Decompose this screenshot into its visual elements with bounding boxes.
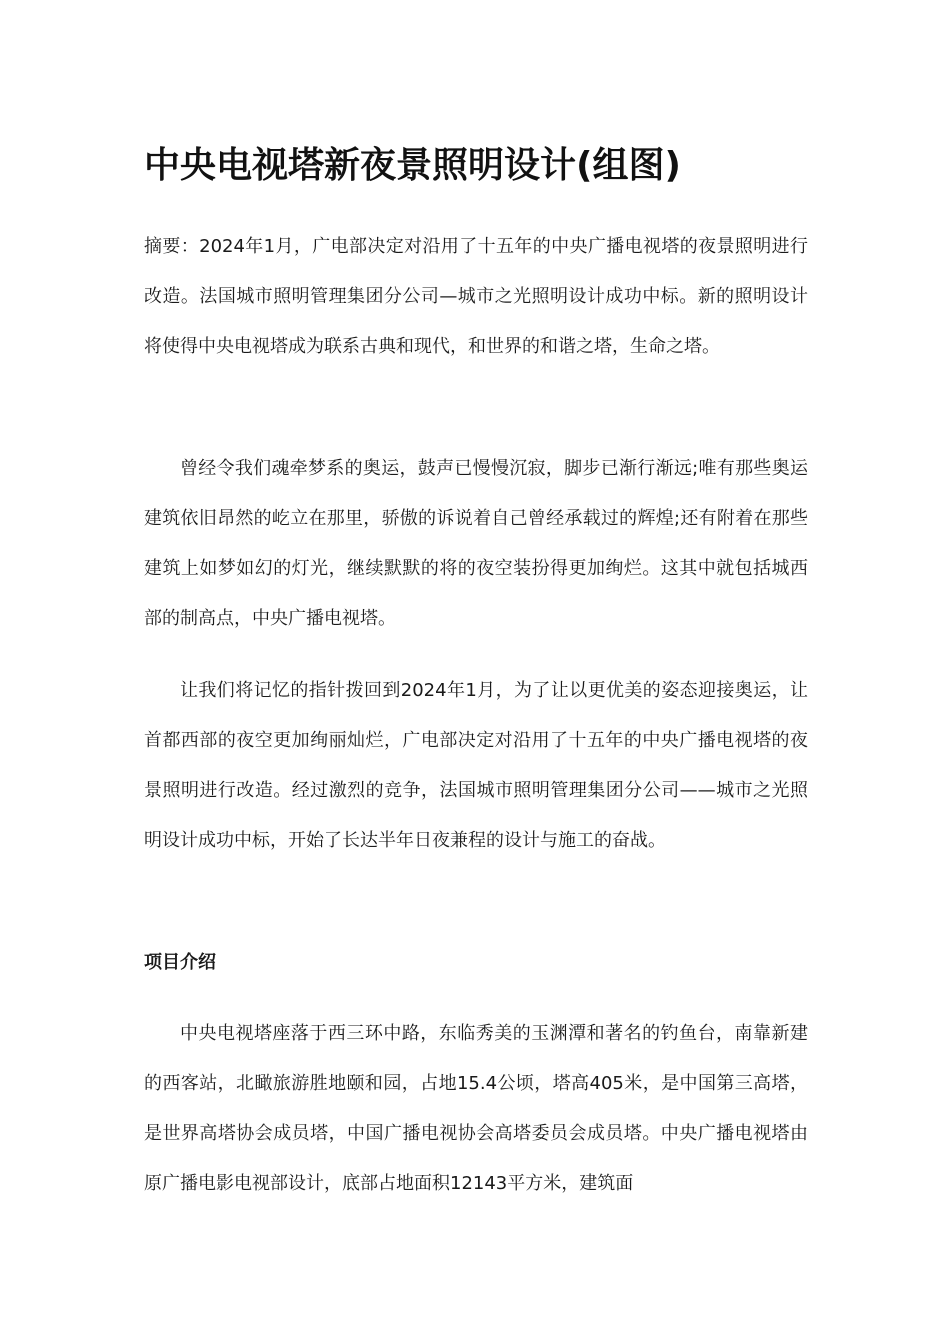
project-intro-paragraph: 中央电视塔座落于西三环中路，东临秀美的玉渊潭和著名的钓鱼台，南靠新建的西客站，北瞰旅游胜地颐和园，占地15.4公顷，塔高405米，是中国第三高塔，是世界高塔协会成员塔，中国广播电视协会高塔委员会成员塔。中央广播电视塔由原广播电影电视部设计，底部占地面积12143平方米，建筑面 xyxy=(144,1023,808,1194)
document-title: 中央电视塔新夜景照明设计(组图) xyxy=(144,145,681,186)
body-paragraph-2: 让我们将记忆的指针拨回到2024年1月，为了让以更优美的姿态迎接奥运，让首都西部的夜空更加绚丽灿烂，广电部决定对沿用了十五年的中央广播电视塔的夜景照明进行改造。经过激烈的竞争，法国城市照明管理集团分公司——城市之光照明设计成功中标，开始了长达半年日夜兼程的设计与施工的奋战。 xyxy=(144,680,808,851)
abstract-paragraph: 摘要：2024年1月，广电部决定对沿用了十五年的中央广播电视塔的夜景照明进行改造。法国城市照明管理集团分公司—城市之光照明设计成功中标。新的照明设计将使得中央电视塔成为联系古典和现代，和世界的和谐之塔，生命之塔。 xyxy=(144,236,808,357)
section-heading-project-intro: 项目介绍 xyxy=(144,952,216,973)
body-paragraph-1: 曾经令我们魂牵梦系的奥运，鼓声已慢慢沉寂，脚步已渐行渐远;唯有那些奥运建筑依旧昂然的屹立在那里，骄傲的诉说着自己曾经承载过的辉煌;还有附着在那些建筑上如梦如幻的灯光，继续默默的将的夜空装扮得更加绚烂。这其中就包括城西部的制高点，中央广播电视塔。 xyxy=(144,458,808,629)
